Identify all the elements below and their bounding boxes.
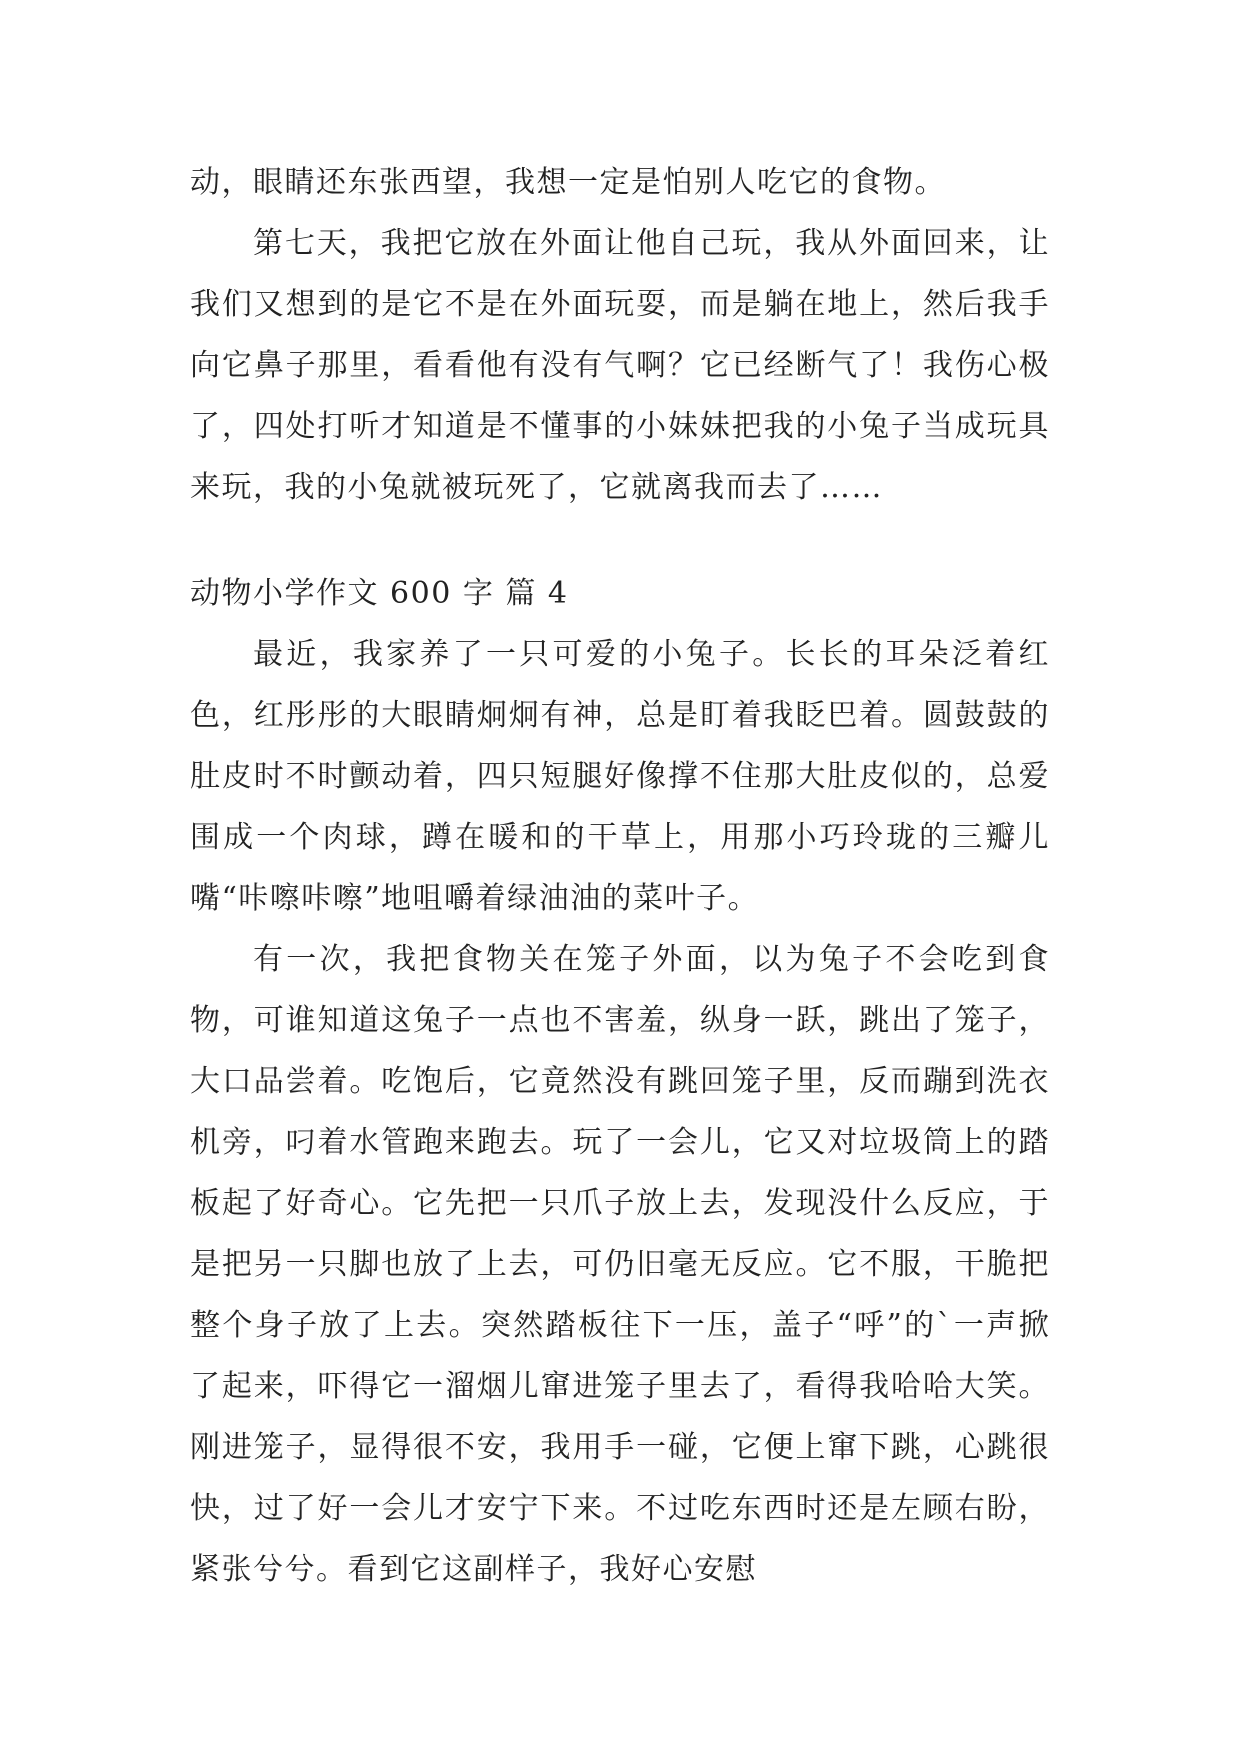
paragraph-2: 第七天，我把它放在外面让他自己玩，我从外面回来，让我们又想到的是它不是在外面玩耍，而是躺在地上，然后我手向它鼻子那里，看看他有没有气啊？它已经断气了！我伤心极了，四处打听才知道是不懂事的小妹妹把我的小兔子当成玩具来玩，我的小兔就被玩死了，它就离我而去了…… (190, 226, 1050, 505)
section-heading: 动物小学作文 600 字 篇 4 (190, 576, 569, 611)
paragraph-4: 有一次，我把食物关在笼子外面，以为兔子不会吃到食物，可谁知道这兔子一点也不害羞，纵身一跃，跳出了笼子，大口品尝着。吃饱后，它竟然没有跳回笼子里，反而蹦到洗衣机旁，叼着水管跑来跑去。玩了一会儿，它又对垃圾筒上的踏板起了好奇心。它先把一只爪子放上去，发现没什么反应，于是把另一只脚也放了上去，可仍旧毫无反应。它不服，干脆把整个身子放了上去。突然踏板往下一压，盖子“呼”的`一声掀了起来，吓得它一溜烟儿窜进笼子里去了，看得我哈哈大笑。刚进笼子，显得很不安，我用手一碰，它便上窜下跳，心跳很快，过了好一会儿才安宁下来。不过吃东西时还是左顾右盼，紧张兮兮。看到它这副样子，我好心安慰 (190, 942, 1050, 1587)
paragraph-1: 动，眼睛还东张西望，我想一定是怕别人吃它的食物。 (190, 165, 946, 200)
document-body (190, 152, 1050, 1600)
paragraph-3: 最近，我家养了一只可爱的小兔子。长长的耳朵泛着红色，红彤彤的大眼睛炯炯有神，总是盯着我眨巴着。圆鼓鼓的肚皮时不时颤动着，四只短腿好像撑不住那大肚皮似的，总爱围成一个肉球，蹲在暖和的干草上，用那小巧玲珑的三瓣儿嘴“咔嚓咔嚓”地咀嚼着绿油油的菜叶子。 (190, 637, 1050, 916)
